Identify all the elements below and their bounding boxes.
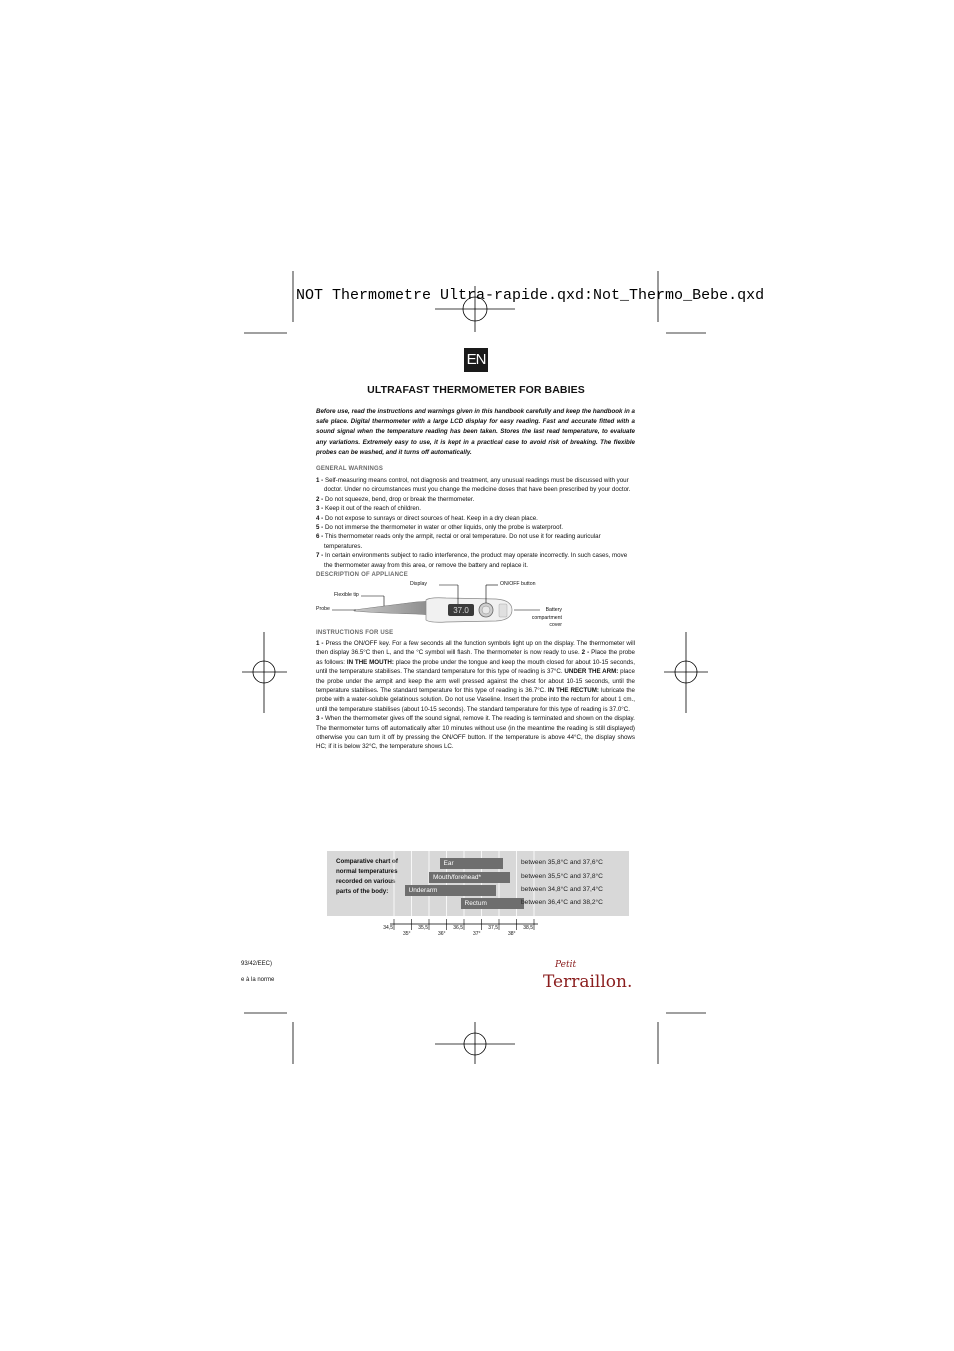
x-tick-label-degree: 36° — [437, 931, 446, 937]
probe-label: Probe — [316, 606, 330, 612]
list-item: 2 - Do not squeeze, bend, drop or break the thermometer. — [316, 495, 475, 503]
battery-label-2: compartment — [531, 615, 562, 621]
side-text-1: 93/42/EEC) — [241, 961, 273, 967]
list-item: 6 - This thermometer reads only the armpit, rectal or oral temperature. Do not use it for reading auricular temperatures. — [316, 533, 601, 550]
list-item: 3 - Keep it out of the reach of children. — [316, 505, 421, 513]
list-item: 7 - In certain environments subject to radio interference, the product may operate incorrectly. In such cases, move the thermometer away from this area, or remove the battery and replace it. — [316, 552, 628, 569]
lcd-readout: 37.0 — [453, 606, 469, 615]
display-label: Display — [410, 581, 428, 587]
chart-bar-mouth-forehead: Mouth/forehead* — [429, 872, 510, 883]
appliance-heading: DESCRIPTION OF APPLIANCE — [316, 572, 408, 578]
chart-range-label: between 34,8°C and 37,4°C — [521, 886, 603, 893]
chart-bar-ear: Ear — [440, 858, 503, 869]
x-tick-label: 37,5 — [488, 925, 498, 931]
language-badge: EN — [464, 348, 488, 372]
list-item: 5 - Do not immerse the thermometer in water or other liquids, only the probe is waterproof. — [316, 524, 563, 532]
battery-label-3: cover — [549, 622, 562, 628]
chart-range-label: between 36,4°C and 38,2°C — [521, 899, 603, 906]
thermometer-illustration — [316, 580, 636, 632]
x-tick-label: 38,5 — [523, 925, 533, 931]
list-item: 4 - Do not expose to sunrays or direct sources of heat. Keep in a dry clean place. — [316, 514, 538, 522]
x-tick-label-degree: 35° — [402, 931, 411, 937]
x-tick-label-degree: 37° — [472, 931, 481, 937]
chart-bar-underarm: Underarm — [405, 885, 496, 896]
x-tick-label-degree: 38° — [507, 931, 516, 937]
x-tick-label: 35,5 — [418, 925, 428, 931]
chart-bar-rectum: Rectum — [461, 898, 524, 909]
x-tick-label: 36,5 — [453, 925, 463, 931]
on-off-label: ON/OFF button — [500, 581, 536, 587]
intro-paragraph: Before use, read the instructions and warnings given in this handbook carefully and keep the handbook in a safe place. Digital thermometer with a large LCD display for easy reading. Fast and accurate fitted with a sound signal when the temperature reading has been taken. Stores the last read temperature, to evaluate any variations. Extremely easy to use, it is kept in a practical case to avoid risk of breaking. The flexible probes can be washed, and it turns off automatically. — [316, 408, 635, 456]
terraillon-logo — [543, 957, 633, 992]
file-title: NOT Thermometre Ultra-rapide.qxd:Not_Thermo_Bebe.qxd — [296, 287, 765, 304]
chart-title: Comparative chart of normal temperatures recorded on various parts of the body: — [336, 858, 398, 895]
svg-text:Petit: Petit — [555, 960, 577, 970]
list-item: 1 - Self-measuring means control, not diagnosis and treatment, any unusual readings must be discussed with your doctor. Under no circumstances must you change the medicine doses that have been prescribed by your doctor. — [316, 477, 631, 494]
warnings-list — [316, 476, 635, 570]
flexible-tip-label: Flexible tip — [334, 592, 359, 598]
x-tick-label: 34,5 — [383, 925, 393, 931]
chart-range-label: between 35,5°C and 37,8°C — [521, 873, 603, 880]
battery-label: Battery — [545, 607, 562, 613]
warnings-heading: GENERAL WARNINGS — [316, 466, 384, 472]
svg-text:Terraillon.: Terraillon. — [543, 972, 633, 992]
side-text-2: e à la norme — [241, 977, 275, 983]
chart-range-label: between 35,8°C and 37,6°C — [521, 859, 603, 866]
instructions-heading: INSTRUCTIONS FOR USE — [316, 630, 394, 636]
instructions-text: 1 - Press the ON/OFF key. For a few seconds all the function symbols light up on the display. The thermometer will then display 36.5°C then L, and the °C symbol will flash. The thermometer is now ready to use. 2 - Place the probe as follows: IN THE MOUTH: place the probe under the tongue and keep the mouth closed for about 10-15 seconds, until the temperature stabilises. The standard temperature for this type of reading is 37°C. UNDER THE ARM: place the probe under the armpit and keep the arm well pressed against the chest for about 10-15 seconds, until the temperature stabilises. The standard temperature for this type of reading is 36.7°C. IN THE RECTUM: lubricate the probe with a water-soluble gelatinous solution. Do not use Vaseline. Insert the probe into the rectum for about 1 cm., until the temperature stabilises (about 10-15 seconds). The standard temperature for this type of reading is 37.0°C. 3 - When the thermometer gives off the sound signal, remove it. The reading is terminated and shown on the display. The thermometer turns off automatically after 10 minutes without use (in the meantime the reading is still displayed) otherwise you can turn it off by pressing the ON/OFF button. If the temperature is above 44°C, the display shows HC; if it is below 32°C, the temperature shows LC. — [316, 640, 635, 751]
document-title: ULTRAFAST THERMOMETER FOR BABIES — [367, 384, 585, 396]
